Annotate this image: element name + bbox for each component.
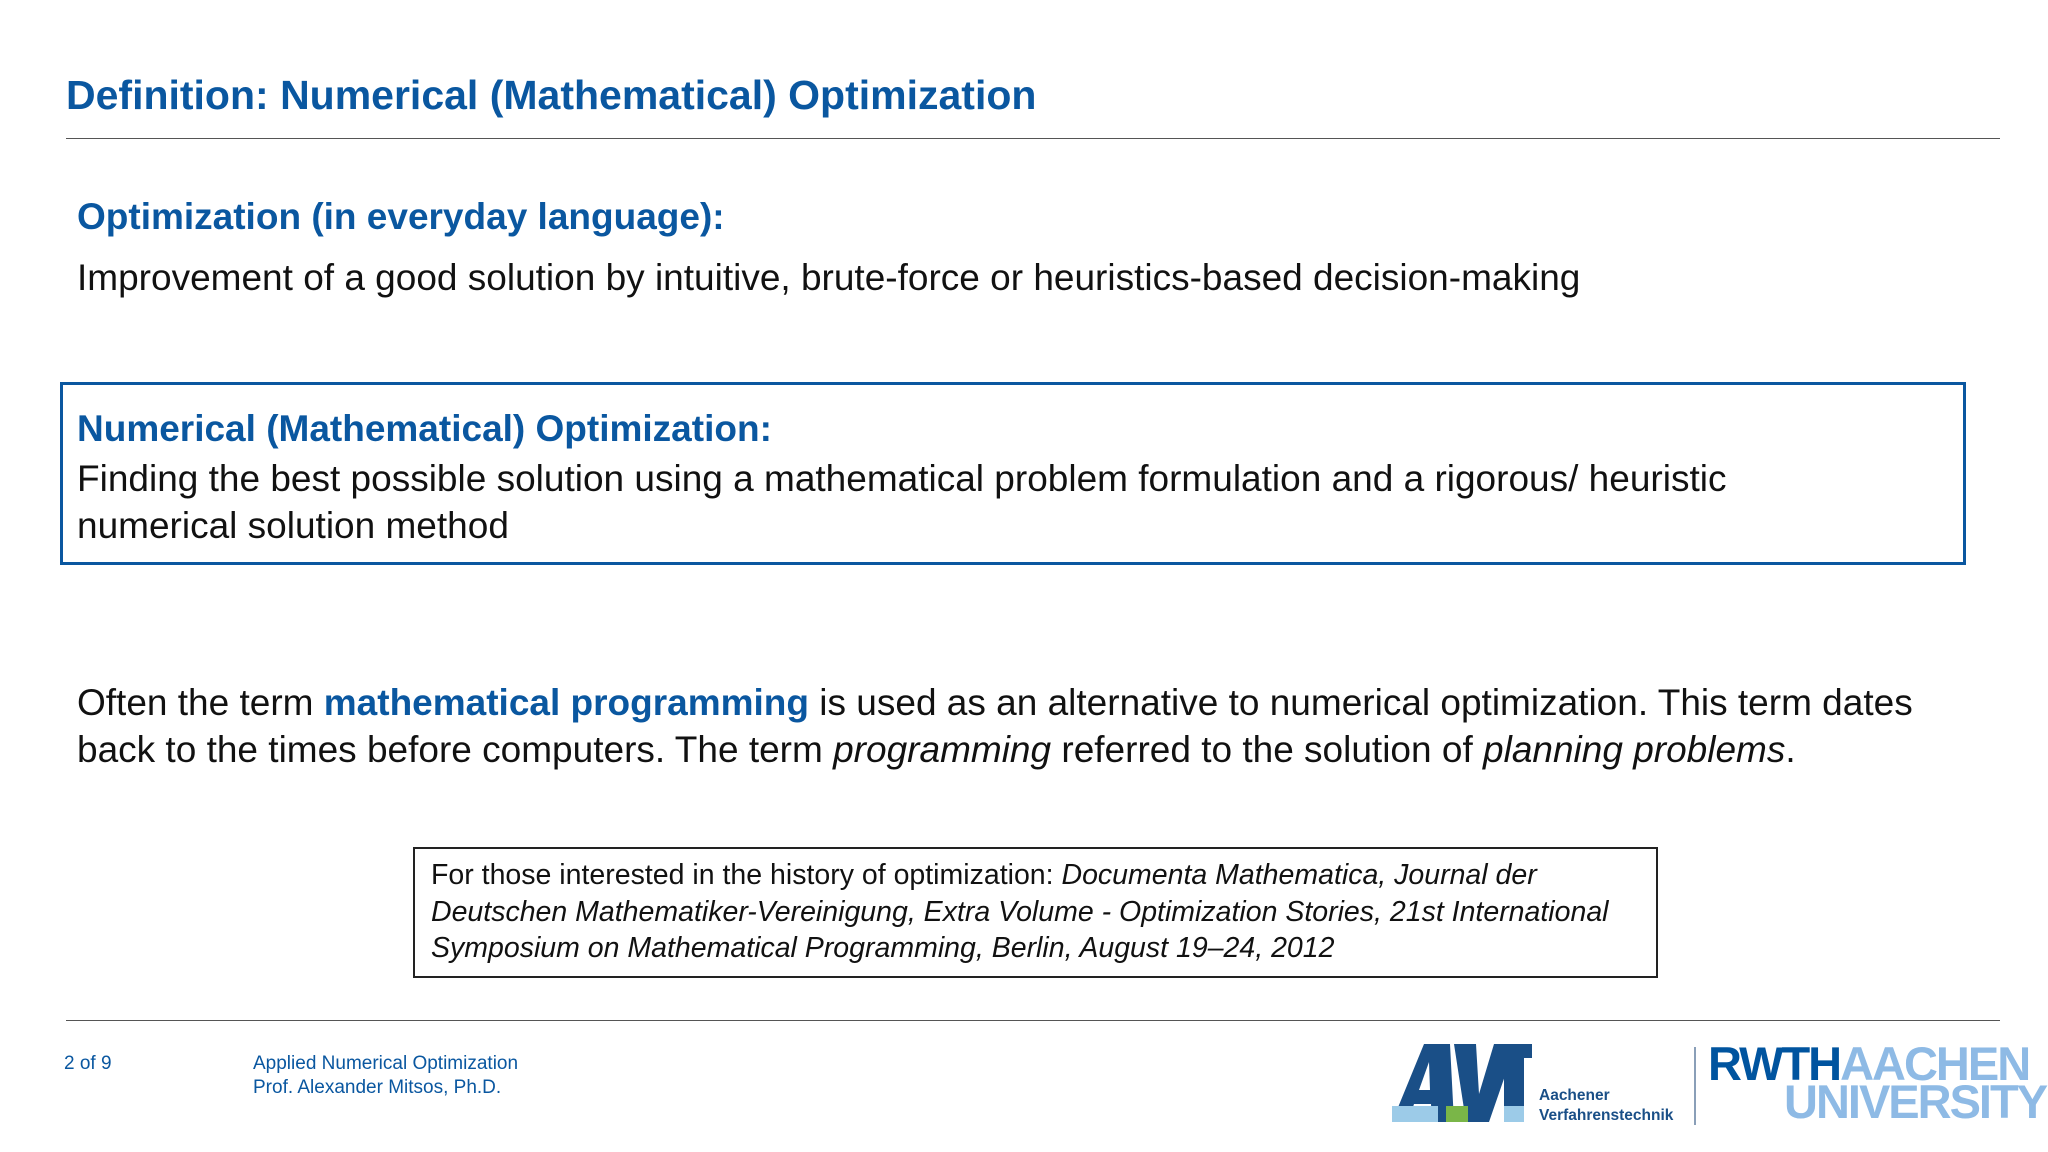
paragraph-text-4: .: [1785, 729, 1796, 770]
paragraph-text-1: Often the term: [77, 682, 324, 723]
page-number: 2 of 9: [64, 1053, 112, 1074]
aachen-text: AACHEN: [1840, 1037, 2030, 1090]
mathematical-programming-paragraph: [77, 679, 1917, 773]
paragraph-text-2: is used as an alternative to numerical optimization. This term dates back to the times before computers. The term: [77, 682, 1913, 770]
avt-logo: [1392, 1044, 1532, 1122]
numerical-heading: Numerical (Mathematical) Optimization:: [77, 408, 772, 449]
university-text: UNIVERSITY: [1784, 1075, 2047, 1128]
term-programming: programming: [833, 729, 1052, 770]
reference-box: [413, 847, 1658, 978]
reference-intro: For those interested in the history of optimization:: [431, 859, 1062, 891]
avt-text-line2: Verfahrenstechnik: [1539, 1107, 1674, 1124]
footer-divider: [66, 1020, 2000, 1021]
everyday-heading: Optimization (in everyday language):: [77, 196, 725, 237]
rwth-text: RWTH: [1708, 1037, 1841, 1090]
numerical-text: Finding the best possible solution using a mathematical problem formulation and a rigorous/ heuristic numerical solution method: [77, 458, 1727, 546]
course-title: Applied Numerical Optimization: [253, 1053, 519, 1074]
author-name: Prof. Alexander Mitsos, Ph.D.: [253, 1077, 502, 1098]
term-planning-problems: planning problems: [1483, 729, 1786, 770]
everyday-text: Improvement of a good solution by intuitive, brute-force or heuristics-based decision-making: [77, 257, 1581, 298]
term-mathematical-programming: mathematical programming: [323, 682, 810, 723]
reference-citation: Documenta Mathematica, Journal der Deutschen Mathematiker-Vereinigung, Extra Volume - Optimization Stories, 21st International Symposium on Mathematical Programming, Berlin, August 19–24, 2012: [431, 859, 1609, 964]
avt-text-line1: Aachener: [1539, 1087, 1610, 1104]
slide-title: Definition: Numerical (Mathematical) Optimization: [66, 72, 1037, 118]
paragraph-text-3: referred to the solution of: [1051, 729, 1484, 770]
logo-separator: [1694, 1047, 1696, 1125]
title-divider: [66, 138, 2000, 139]
